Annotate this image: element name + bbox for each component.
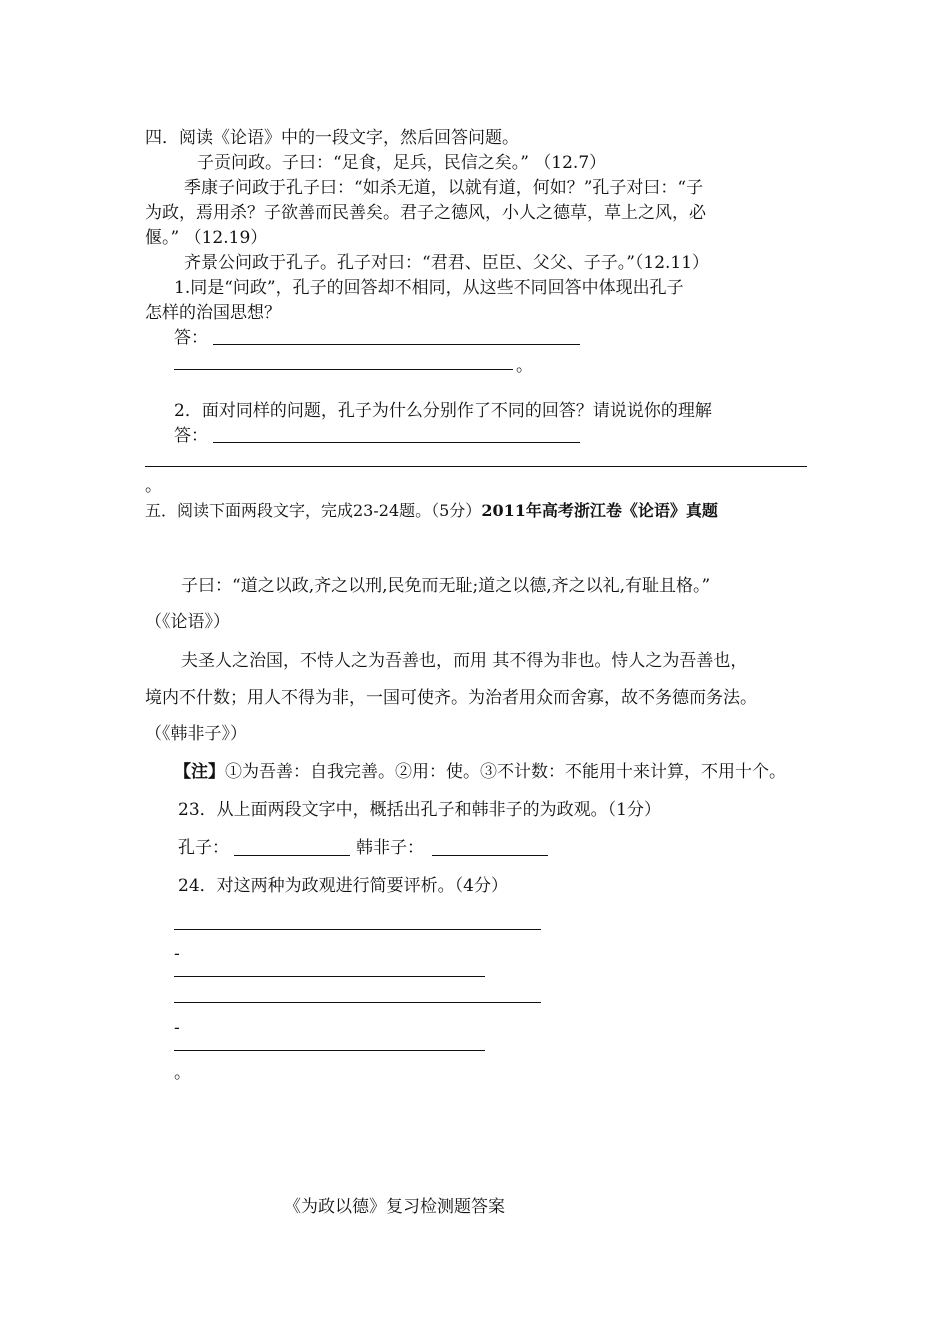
section4-passage-2-line3: 偃。” （12.19） (145, 228, 268, 248)
answer-blank-line[interactable] (174, 369, 513, 370)
answer-blank-line[interactable] (145, 466, 807, 467)
section5-heading-source: 2011年高考浙江卷《论语》真题 (481, 501, 718, 520)
section4-passage-3: 齐景公问政于孔子。孔子对曰：“君君、臣臣、父父、子子。”（12.11） (184, 253, 710, 273)
section4-passage-2-line2: 为政，焉用杀？子欲善而民善矣。君子之德风，小人之德草，草上之风，必 (145, 203, 706, 223)
answer-period: 。 (174, 1063, 191, 1083)
answer-period: 。 (516, 356, 533, 376)
hanfeizi-quote-line2: 境内不什数；用人不得为非，一国可使齐。为治者用众而舍寡，故不务德而务法。 (145, 688, 757, 708)
answer-label: 答： (174, 426, 208, 446)
note (174, 761, 786, 783)
answer-blank-line[interactable] (174, 1002, 541, 1003)
answer-blank-line[interactable] (174, 929, 541, 930)
section4-passage-2-line1: 季康子问政于孔子曰：“如杀无道，以就有道，何如？”孔子对曰：“子 (184, 178, 704, 198)
kongzi-label: 孔子： (178, 838, 229, 858)
hanfeizi-quote-line1: 夫圣人之治国，不恃人之为吾善也，而用 其不得为非也。恃人之为吾善也， (181, 651, 748, 671)
section5-heading (145, 500, 718, 522)
answer-key-title: 《为政以德》复习检测题答案 (284, 1197, 505, 1217)
dash: - (174, 944, 180, 964)
note-text: ①为吾善：自我完善。②用：使。③不计数：不能用十来计算，不用十个。 (225, 762, 786, 782)
question-1-line2: 怎样的治国思想？ (145, 303, 281, 323)
lunyu-quote: 子曰：“道之以政,齐之以刑,民免而无耻;道之以德,齐之以礼,有耻且格。” (181, 576, 711, 596)
question-23: 23．从上面两段文字中，概括出孔子和韩非子的为政观。（1分） (178, 800, 661, 820)
dash: - (174, 1018, 180, 1038)
answer-blank-line[interactable] (174, 976, 485, 977)
question-24: 24．对这两种为政观进行简要评析。（4分） (178, 876, 508, 896)
section5-heading-text: 五．阅读下面两段文字，完成23-24题。（5分） (145, 501, 482, 520)
question-1-line1: 1.同是“问政”，孔子的回答却不相同，从这些不同回答中体现出孔子 (174, 278, 684, 298)
section4-heading: 四．阅读《论语》中的一段文字，然后回答问题。 (145, 128, 519, 148)
answer-blank-line[interactable] (213, 442, 580, 443)
section4-passage-1: 子贡问政。子曰：“足食，足兵，民信之矣。” （12.7） (197, 153, 607, 173)
answer-blank-line[interactable] (213, 344, 580, 345)
note-label: 【注】 (174, 762, 225, 782)
question-2: 2．面对同样的问题，孔子为什么分别作了不同的回答？请说说你的理解 (174, 401, 712, 421)
lunyu-source: （《论语》） (145, 612, 230, 632)
answer-blank-line[interactable] (174, 1050, 485, 1051)
answer-label: 答： (174, 328, 208, 348)
hanfeizi-label: 韩非子： (356, 838, 424, 858)
kongzi-answer-blank[interactable] (234, 855, 350, 856)
hanfeizi-source: （《韩非子》） (145, 724, 247, 744)
hanfeizi-answer-blank[interactable] (432, 855, 548, 856)
answer-period: 。 (145, 476, 162, 496)
